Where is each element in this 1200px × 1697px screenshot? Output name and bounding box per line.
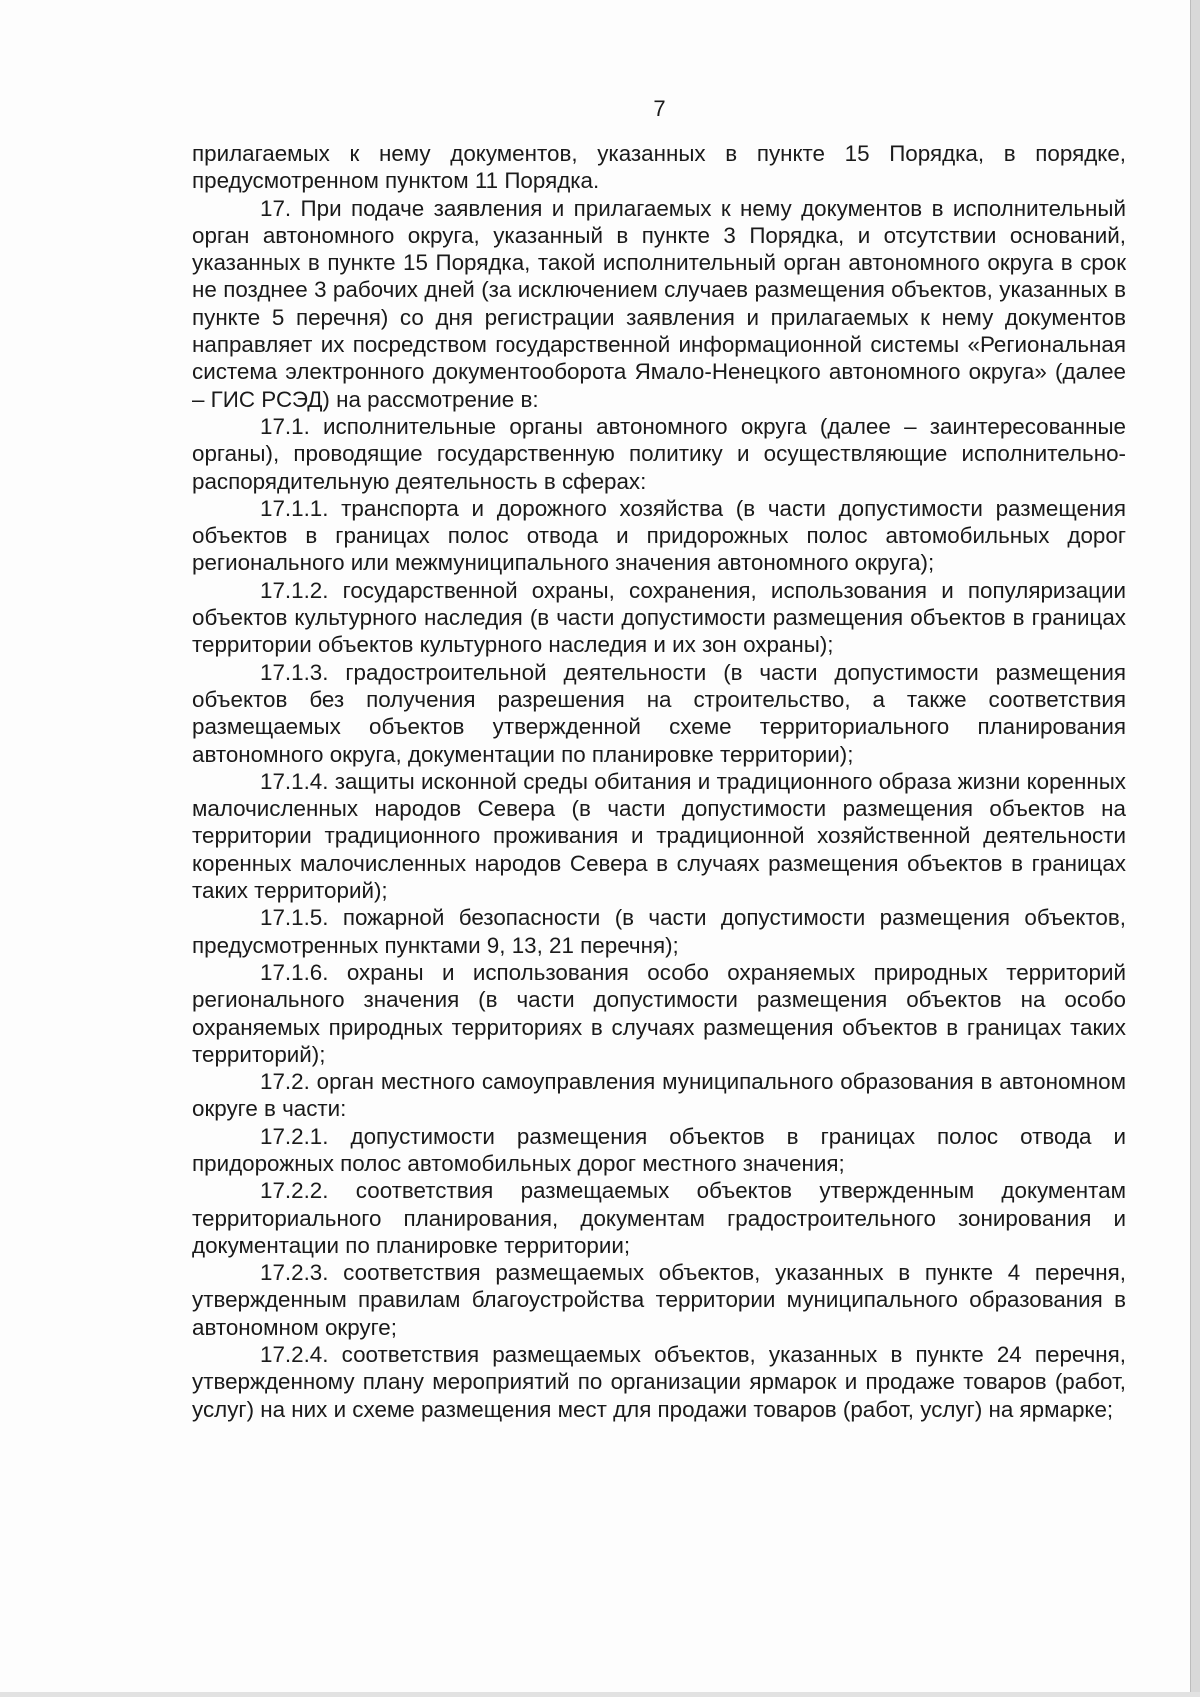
paragraph-17-1-1: 17.1.1. транспорта и дорожного хозяйства (в части допустимости размещения объектов в границах полос отвода и придорожных полос автомобильных дорог регионального или межмуниципального значения автономного округа); [192, 495, 1126, 576]
paragraph-17-2-3: 17.2.3. соответствия размещаемых объектов, указанных в пункте 4 перечня, утвержденным правилам благоустройства территории муниципального образования в автономном округе; [192, 1260, 1126, 1340]
scan-edge-bottom [0, 1692, 1200, 1697]
document-body [192, 140, 1126, 1423]
page-number: 7 [653, 96, 666, 121]
paragraph-17-1-5: 17.1.5. пожарной безопасности (в части допустимости размещения объектов, предусмотренных пунктами 9, 13, 21 перечня); [192, 905, 1126, 958]
paragraph-17-2: 17.2. орган местного самоуправления муниципального образования в автономном округе в части: [192, 1069, 1126, 1122]
paragraph-17-2-2: 17.2.2. соответствия размещаемых объектов утвержденным документам территориального планирования, документам градостроительного зонирования и документации по планировке территории; [192, 1178, 1126, 1258]
paragraph-17-1-3: 17.1.3. градостроительной деятельности (в части допустимости размещения объектов без получения разрешения на строительство, а также соответствия размещаемых объектов утвержденной схеме территориального планирования автономного округа, документации по планировке территории); [192, 659, 1126, 767]
paragraph-17-2-4: 17.2.4. соответствия размещаемых объектов, указанных в пункте 24 перечня, утвержденному плану мероприятий по организации ярмарок и продаже товаров (работ, услуг) на них и схеме размещения мест для продажи товаров (работ, услуг) на ярмарке; [192, 1342, 1126, 1422]
paragraph-17-2-1: 17.2.1. допустимости размещения объектов в границах полос отвода и придорожных полос автомобильных дорог местного значения; [192, 1123, 1126, 1176]
scan-edge-right [1190, 0, 1200, 1697]
paragraph-17: 17. При подаче заявления и прилагаемых к нему документов в исполнительный орган автономного округа, указанный в пункте 3 Порядка, и отсутствии оснований, указанных в пункте 15 Порядка, такой исполнительный орган автономного округа в срок не позднее 3 рабочих дней (за исключением случаев размещения объектов, указанных в пункте 5 перечня) со дня регистрации заявления и прилагаемых к нему документов направляет их посредством государственной информационной системы «Региональная система электронного документооборота Ямало-Ненецкого автономного округа» (далее – ГИС РСЭД) на рассмотрение в: [192, 195, 1126, 412]
paragraph-17-1-6: 17.1.6. охраны и использования особо охраняемых природных территорий регионального значения (в части допустимости размещения объектов на особо охраняемых природных территориях в случаях размещения объектов в границах таких территорий); [192, 959, 1126, 1067]
paragraph-17-1-4: 17.1.4. защиты исконной среды обитания и традиционного образа жизни коренных малочисленных народов Севера (в части допустимости размещения объектов на территории традиционного проживания и традиционной хозяйственной деятельности коренных малочисленных народов Севера в случаях размещения объектов в границах таких территорий); [192, 768, 1126, 904]
paragraph-continuation: прилагаемых к нему документов, указанных в пункте 15 Порядка, в порядке, предусмотренном пунктом 11 Порядка. [192, 141, 1126, 194]
paragraph-17-1-2: 17.1.2. государственной охраны, сохранения, использования и популяризации объектов культурного наследия (в части допустимости размещения объектов в границах территории объектов культурного наследия и их зон охраны); [192, 577, 1126, 658]
paragraph-17-1: 17.1. исполнительные органы автономного округа (далее – заинтересованные органы), проводящие государственную политику и осуществляющие исполнительно-распорядительную деятельность в сферах: [192, 413, 1126, 494]
